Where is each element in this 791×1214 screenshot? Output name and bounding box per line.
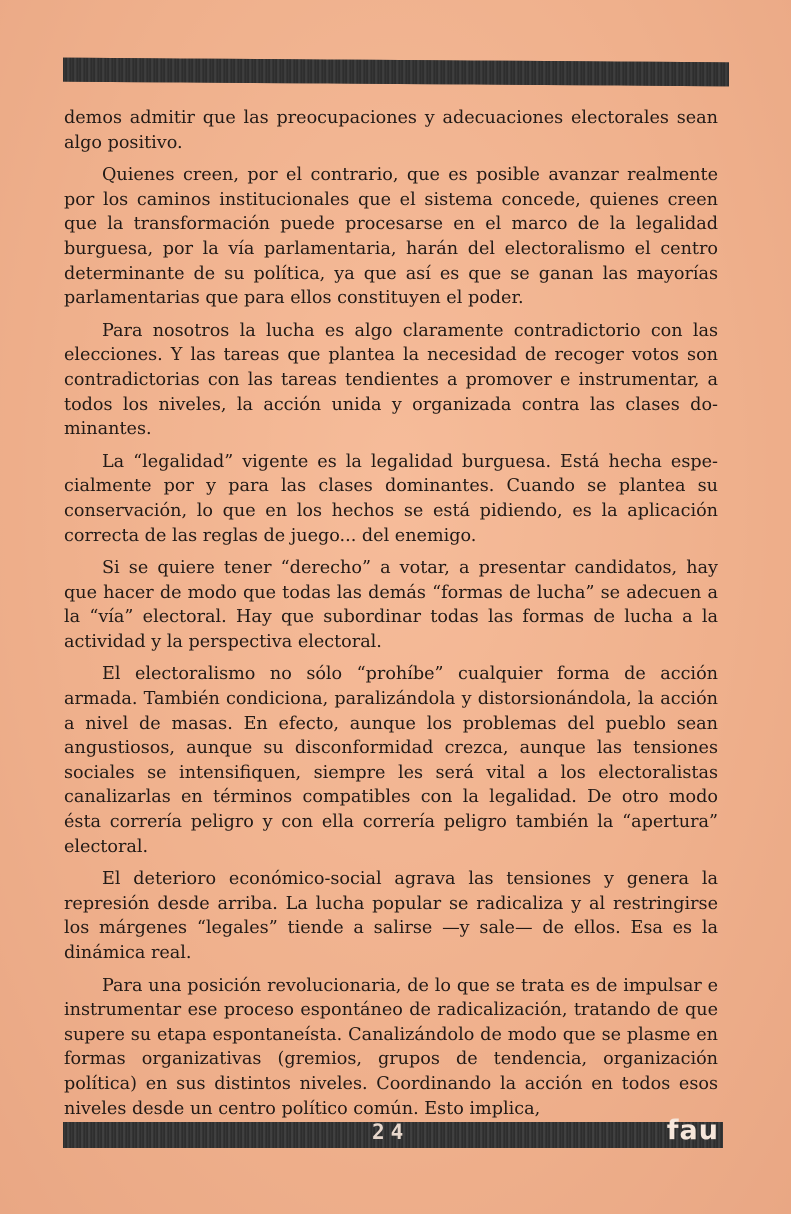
header-rule <box>63 58 729 87</box>
paragraph: Para nosotros la lucha es algo claramente contradictorio con las elecciones. Y las tareas que plantea la necesidad de recoger votos son contradictorias con las tareas tendientes a promover e instrumentar, a todos los niveles, la acción unida y organizada contra las clases dominantes. <box>64 320 718 440</box>
paragraph: Quienes creen, por el contrario, que es posible avanzar realmente por los caminos institucionales que el sistema concede, quienes creen que la transformación puede procesarse en el marco de la legalidad burguesa, por la vía parlamentaria, harán del electoralismo el centro determinante de su política, ya que así es que se ganan las mayorías parlamentarias que para ellos constituyen el poder. <box>64 165 718 309</box>
paragraph: El deterioro económico-social agrava las tensiones y genera la represión desde arriba. La lucha popular se radicaliza y al restringirse los márgenes “legales” tiende a salirse —y sale— de ellos. Esa es la dinámica real. <box>64 869 718 963</box>
paragraph: Para una posición revolucionaria, de lo que se trata es de impulsar e instrumentar ese proceso espontáneo de radicalización, tratando de que supere su etapa espontaneísta. Canalizándolo de modo que se plasme en formas organizativas (gremios, grupos de tendencia, organización política) en sus distintos niveles. Coordinando la acción en todos esos niveles desde un centro político común. Esto implica, <box>64 975 718 1119</box>
paragraph: La “legalidad” vigente es la legalidad burguesa. Está hecha especialmente por y para las clases dominantes. Cuando se plantea su conservación, lo que en los hechos se está pidiendo, es la aplicación correcta de las reglas de juego... del enemigo. <box>64 451 718 546</box>
paragraph: Si se quiere tener “derecho” a votar, a presentar candidatos, hay que hacer de modo que todas las demás “formas de lucha” se adecuen a la “vía” electoral. Hay que subordinar todas las formas de lucha a la actividad y la perspectiva electoral. <box>64 558 718 652</box>
page-number: 24 <box>372 1120 410 1144</box>
fau-logo: fau <box>666 1115 719 1146</box>
paragraph: demos admitir que las preocupaciones y adecuaciones electorales sean algo positivo. <box>64 108 718 153</box>
paragraph: El electoralismo no sólo “prohíbe” cualquier forma de acción armada. También condiciona, paralizándola y distorsionándola, la acción a nivel de masas. En efecto, aunque los problemas del pueblo sean angustiosos, aunque su disconformidad crezca, aunque las tensiones sociales se intensifiquen, siempre les será vital a los electoralistas canalizarlas en términos compatibles con la legalidad. De otro modo ésta correría peligro y con ella correría peligro también la “apertura” electoral. <box>64 664 718 857</box>
body-text <box>64 106 718 1129</box>
